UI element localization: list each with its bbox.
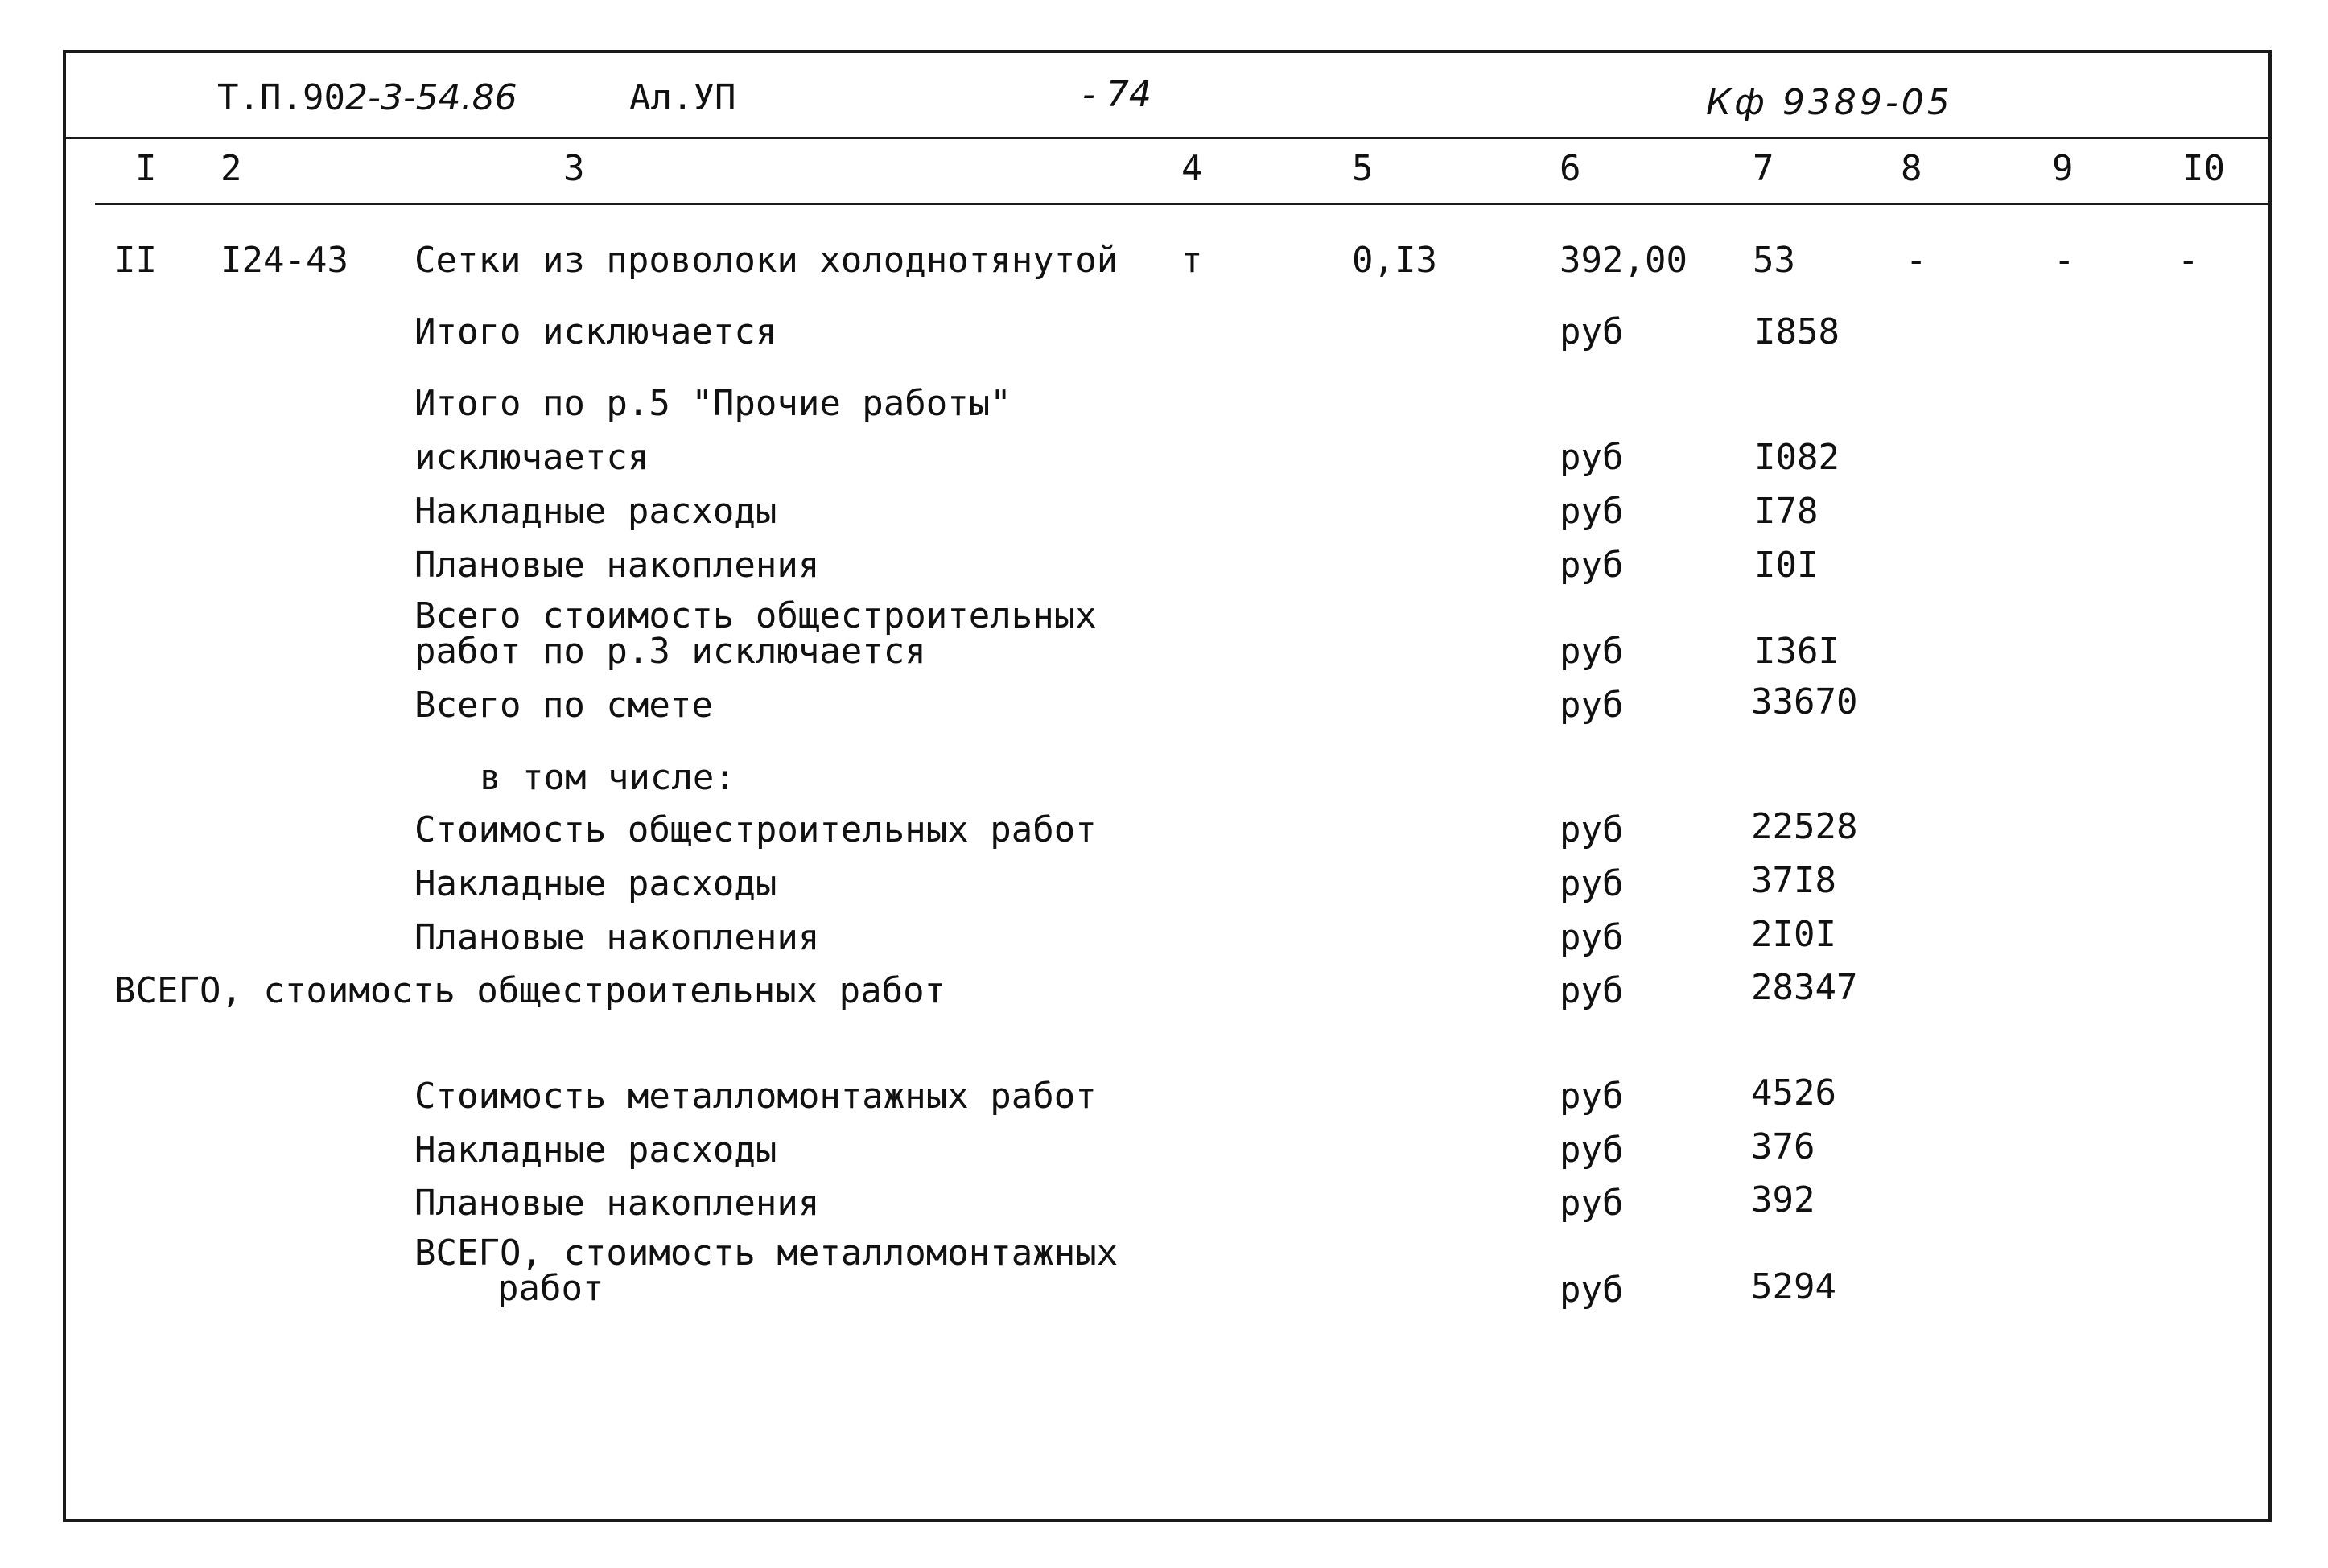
row-value: 28347 xyxy=(1751,967,1858,1008)
page-number: - 74 xyxy=(1082,74,1152,115)
item-name: Сетки из проволоки холоднотянутой xyxy=(414,240,1119,281)
row-label: Стоимость общестроительных работ xyxy=(414,809,1097,850)
album-label: Ал.УП xyxy=(629,77,736,118)
item-num: II xyxy=(114,240,157,281)
row-unit: руб xyxy=(1560,917,1624,958)
row-value: I0I xyxy=(1754,545,1819,586)
row-value: 37I8 xyxy=(1751,860,1836,901)
row-value: I082 xyxy=(1754,437,1840,478)
row-value: I858 xyxy=(1754,311,1840,352)
item-unit: т xyxy=(1181,240,1203,281)
row-unit: руб xyxy=(1560,1183,1624,1224)
row-unit: руб xyxy=(1560,631,1624,672)
col-num-2: 2 xyxy=(220,148,242,189)
row-value: 392 xyxy=(1751,1179,1815,1220)
item-col8: - xyxy=(1906,240,1927,281)
item-col10: - xyxy=(2178,240,2199,281)
row-label: исключается xyxy=(414,437,649,478)
item-price: 392,00 xyxy=(1560,240,1687,281)
row-unit: руб xyxy=(1560,863,1624,904)
row-value: I36I xyxy=(1754,631,1840,672)
row-label: Плановые накопления xyxy=(414,1183,820,1224)
col-num-7: 7 xyxy=(1753,148,1774,189)
row-unit: руб xyxy=(1560,545,1624,586)
col-num-3: 3 xyxy=(563,148,585,189)
row-value: 33670 xyxy=(1751,681,1858,722)
archive-stamp: Кф 9389-05 xyxy=(1706,82,1953,123)
row-unit: руб xyxy=(1560,311,1624,352)
row-unit: руб xyxy=(1560,1076,1624,1117)
item-col9: - xyxy=(2054,240,2075,281)
col-num-1: I xyxy=(135,148,157,189)
row-label: Плановые накопления xyxy=(414,545,820,586)
row-label: Накладные расходы xyxy=(414,863,777,904)
row-unit: руб xyxy=(1560,437,1624,478)
row-unit: руб xyxy=(1560,685,1624,726)
doc-code xyxy=(217,79,517,117)
item-cost: 53 xyxy=(1753,240,1795,281)
row-unit: руб xyxy=(1560,1130,1624,1171)
row-value: 5294 xyxy=(1751,1266,1836,1307)
header-divider xyxy=(63,137,2272,139)
row-value: I78 xyxy=(1754,491,1819,532)
doc-code-handwritten: 2-3-54.86 xyxy=(344,77,517,118)
row-label: работ по р.3 исключается xyxy=(414,631,926,672)
row-value: 4526 xyxy=(1751,1072,1836,1113)
row-unit: руб xyxy=(1560,809,1624,850)
doc-code-prefix: Т.П.90 xyxy=(217,77,345,118)
row-unit: руб xyxy=(1560,970,1624,1011)
row-label: работ xyxy=(497,1268,604,1309)
row-label: ВСЕГО, стоимость общестроительных работ xyxy=(114,970,946,1011)
row-unit: руб xyxy=(1560,491,1624,532)
item-code: I24-43 xyxy=(220,240,348,281)
col-num-8: 8 xyxy=(1901,148,1922,189)
item-qty: 0,I3 xyxy=(1352,240,1437,281)
page-frame xyxy=(63,50,2272,1522)
row-label: Итого исключается xyxy=(414,311,777,352)
row-unit: руб xyxy=(1560,1270,1624,1311)
col-num-10: I0 xyxy=(2182,148,2225,189)
row-label: Плановые накопления xyxy=(414,917,820,958)
row-label: Всего стоимость общестроительных xyxy=(414,595,1097,636)
row-label: ВСЕГО, стоимость металломонтажных xyxy=(414,1233,1119,1274)
row-label: в том числе: xyxy=(480,757,735,798)
row-value: 376 xyxy=(1751,1126,1815,1167)
col-num-5: 5 xyxy=(1352,148,1374,189)
row-label: Итого по р.5 "Прочие работы" xyxy=(414,383,1012,424)
row-label: Стоимость металломонтажных работ xyxy=(414,1076,1097,1117)
col-num-9: 9 xyxy=(2052,148,2074,189)
row-label: Накладные расходы xyxy=(414,1130,777,1171)
col-num-4: 4 xyxy=(1181,148,1203,189)
row-label: Всего по смете xyxy=(414,685,713,726)
column-header-divider xyxy=(95,203,2268,205)
row-label: Накладные расходы xyxy=(414,491,777,532)
col-num-6: 6 xyxy=(1560,148,1581,189)
row-value: 2I0I xyxy=(1751,914,1836,955)
row-value: 22528 xyxy=(1751,806,1858,847)
